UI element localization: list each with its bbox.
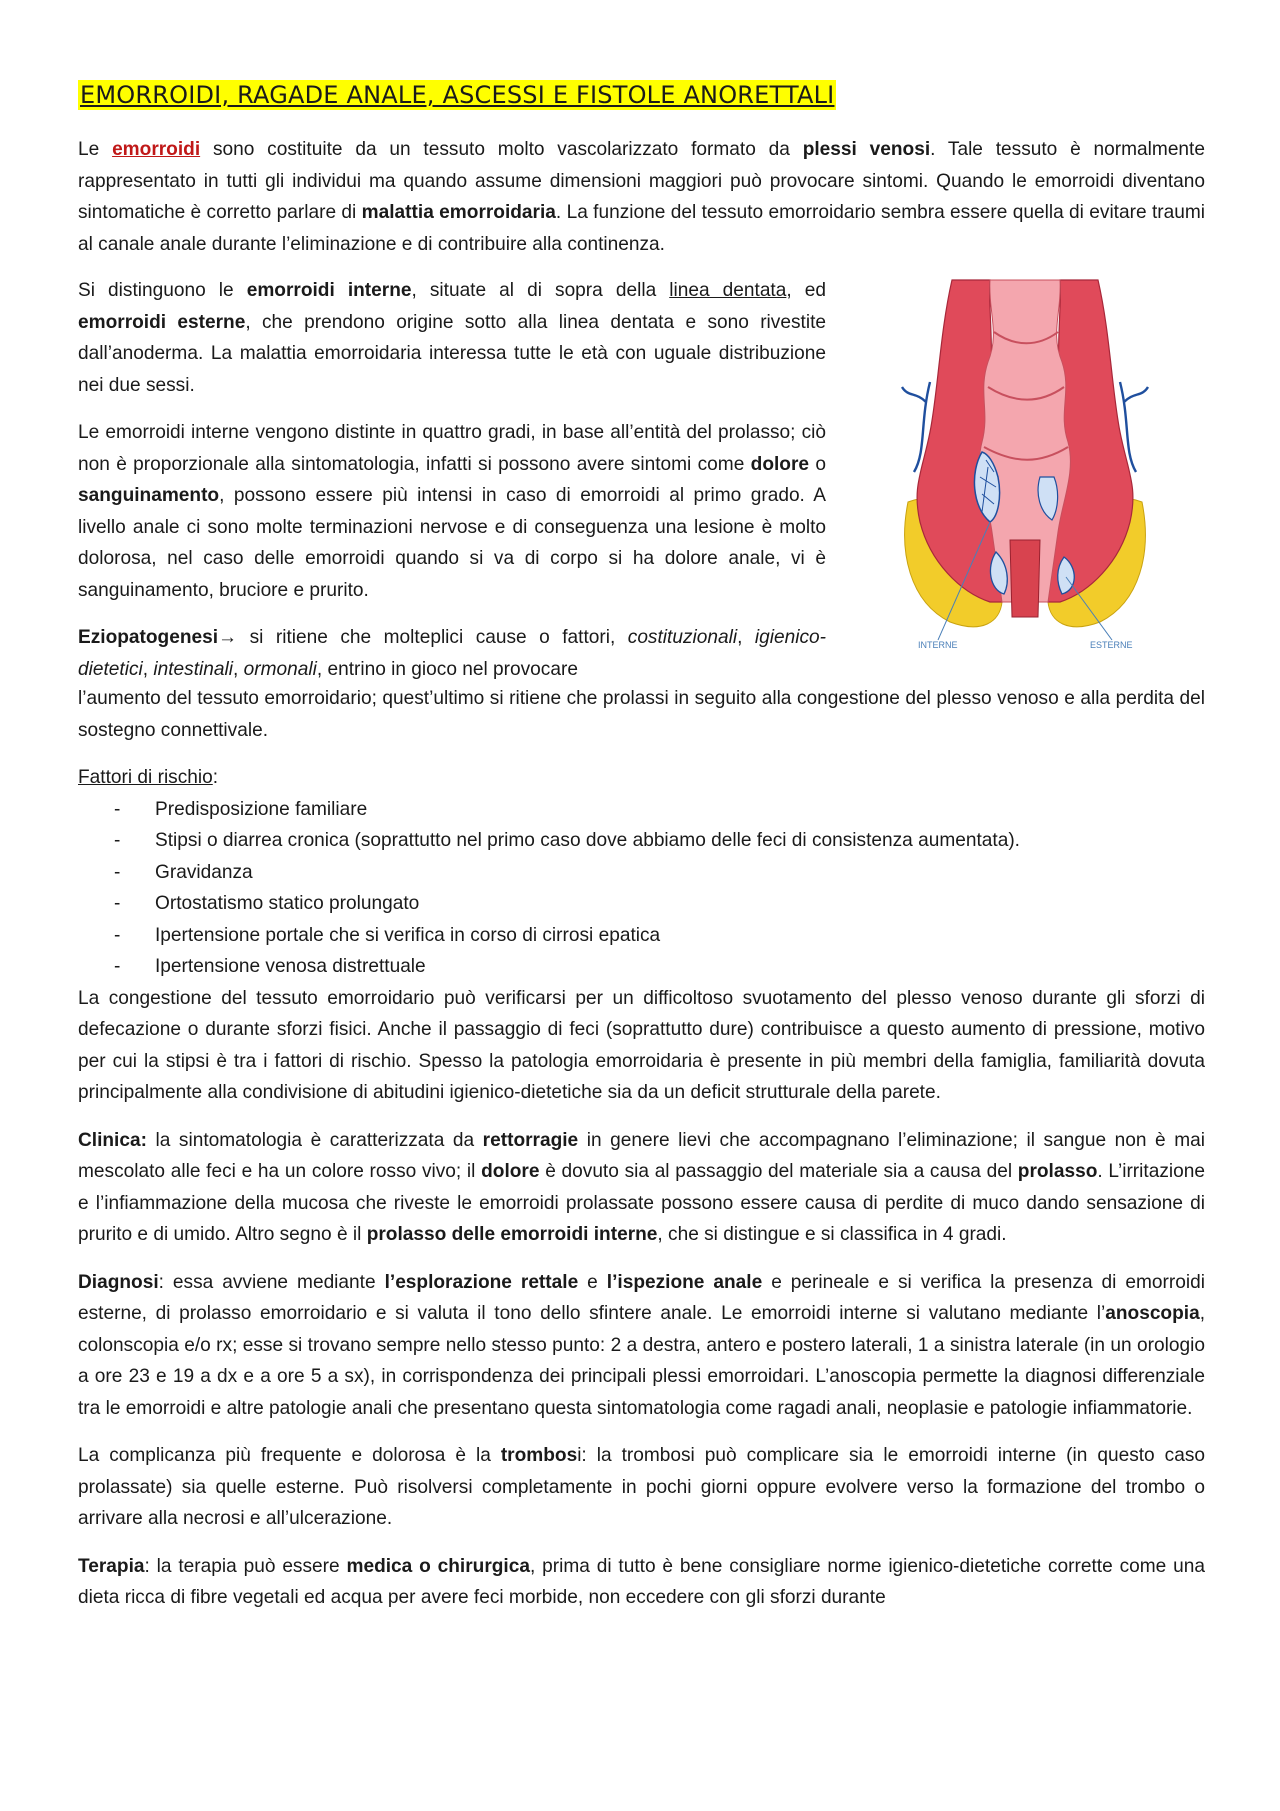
text: la sintomatologia è caratterizzata da bbox=[146, 1129, 483, 1151]
term-anoscopia: anoscopia bbox=[1105, 1303, 1200, 1324]
text: e bbox=[578, 1271, 607, 1293]
list-item bbox=[78, 857, 1205, 889]
diagnosi-paragraph bbox=[78, 1267, 1205, 1425]
risk-heading-text: Fattori di rischio bbox=[78, 767, 213, 788]
term-esplorazione-rettale: l’esplorazione rettale bbox=[384, 1271, 579, 1293]
dash: - bbox=[114, 893, 121, 914]
term-rettorragie: rettorragie bbox=[482, 1129, 579, 1151]
arrow-icon: → bbox=[218, 627, 238, 648]
text: , bbox=[232, 658, 244, 680]
text: , prima di tutto è bene consigliare norme igienico-dietetiche corrette come una dieta ricca di fibre vegetali ed acqua per avere feci morbide, non eccedere con gli sforzi durante bbox=[78, 1555, 1205, 1608]
text: : bbox=[212, 767, 219, 788]
list-item bbox=[78, 920, 1205, 952]
list-item-text: Predisposizione familiare bbox=[155, 798, 368, 820]
text: . L’irritazione e l’infiammazione della mucosa che riveste le emorroidi prolassate possono essere causa di perdite di muco dando sensazione di prurito e di umido. Altro segno è il bbox=[78, 1161, 1205, 1245]
terapia-label: Terapia bbox=[78, 1555, 145, 1577]
text: , entrino in gioco nel provocare bbox=[316, 658, 578, 680]
narrow-column bbox=[78, 275, 826, 685]
diagnosi-label: Diagnosi bbox=[78, 1271, 159, 1293]
text: : la terapia può essere bbox=[144, 1555, 347, 1577]
distinction-paragraph bbox=[78, 275, 826, 401]
text: . Tale tessuto è normalmente rappresentato in tutti gli individui ma quando assume dimensioni maggiori può provocare sintomi. Quando le emorroidi diventano sintomatiche è corretto parlare di bbox=[78, 139, 1205, 223]
label-interne: INTERNE bbox=[918, 640, 958, 650]
text: i: la trombosi può complicare sia le emorroidi interne (in questo caso prolassate) sia quelle esterne. Può risolversi completamente in pochi giorni oppure evolvere verso la formazione del trombo o arrivare alla necrosi e all’ulcerazione. bbox=[78, 1445, 1206, 1529]
list-item bbox=[78, 825, 1205, 857]
risk-paragraph: La congestione del tessuto emorroidario può verificarsi per un difficoltoso svuotamento del plesso venoso durante gli sforzi di defecazione o durante sforzi fisici. Anche il passaggio di feci (soprattutto dure) contribuisce a questo aumento di pressione, motivo per cui la stipsi è tra i fattori di rischio. Spesso la patologia emorroidaria è presente in più membri della famiglia, familiarità dovuta principalmente alla condivisione di abitudini igienico-dietetiche sia da un deficit strutturale della parete. bbox=[78, 987, 1205, 1103]
dash: - bbox=[114, 924, 121, 946]
text: è dovuto sia al passaggio del materiale sia a causa del bbox=[539, 1161, 1018, 1182]
etio-paragraph bbox=[78, 622, 826, 685]
main-column bbox=[78, 683, 1205, 1630]
term-prolasso: prolasso bbox=[1017, 1161, 1098, 1182]
term-malattia-emorroidaria: malattia emorroidaria bbox=[361, 202, 556, 223]
term-ispezione-anale: l’ispezione anale bbox=[606, 1271, 763, 1293]
term-sanguinamento: sanguinamento bbox=[78, 485, 220, 506]
text: , colonscopia e/o rx; esse si trovano sempre nello stesso punto: 2 a destra, antero e postero laterali, 1 a sinistra laterale (in un orologio a ore 23 e 19 a dx e a ore 5 a sx), in corrispondenza dei principali plessi emorroidari. L’anoscopia permette la diagnosi differenziale tra le emorroidi e altre patologie anali che presentano questa sintomatologia come ragadi anali, neoplasie e patologie infiammatorie. bbox=[78, 1303, 1205, 1419]
text: . La funzione del tessuto emorroidario sembra essere quella di evitare traumi al canale anale durante l’eliminazione e di contribuire alla continenza. bbox=[78, 202, 1205, 255]
text: , bbox=[737, 627, 755, 648]
dash: - bbox=[114, 956, 121, 977]
text: e perineale e si verifica la presenza di emorroidi esterne, di prolasso emorroidario e si valuta il tono dello sfintere anale. Le emorroidi interne si valutano mediante l’ bbox=[78, 1271, 1205, 1324]
risk-list bbox=[78, 794, 1205, 983]
intro-section bbox=[78, 134, 1205, 276]
term-plessi-venosi: plessi venosi bbox=[802, 139, 931, 160]
text: o bbox=[809, 453, 826, 475]
list-item-text: Ipertensione portale che si verifica in corso di cirrosi epatica bbox=[155, 924, 661, 946]
text: , ed bbox=[786, 280, 826, 301]
hemorrhoids-illustration bbox=[890, 272, 1160, 650]
complicanza-paragraph bbox=[78, 1440, 1205, 1535]
text: : essa avviene mediante bbox=[158, 1271, 385, 1293]
term-intestinali: intestinali bbox=[153, 658, 233, 680]
term-ormonali: ormonali bbox=[243, 658, 317, 680]
text: sono costituite da un tessuto molto vascolarizzato formato da bbox=[200, 139, 803, 160]
dash: - bbox=[114, 830, 121, 851]
text: Le emorroidi interne vengono distinte in quattro gradi, in base all’entità del prolasso; ciò non è proporzionale alla sintomatologia, infatti si possono avere sintomi come bbox=[78, 422, 826, 475]
page-title: EMORROIDI, RAGADE ANALE, ASCESSI E FISTOLE ANORETTALI bbox=[80, 81, 835, 109]
list-item bbox=[78, 951, 1205, 983]
clinica-paragraph bbox=[78, 1125, 1205, 1251]
text: Si distinguono le bbox=[78, 280, 247, 301]
term-emorroidi-esterne: emorroidi esterne bbox=[78, 311, 246, 333]
term-dolore: dolore bbox=[481, 1161, 540, 1182]
grades-paragraph bbox=[78, 417, 826, 606]
dash: - bbox=[114, 798, 121, 820]
anatomy-svg bbox=[890, 272, 1160, 650]
text: , bbox=[142, 658, 154, 680]
term-emorroidi-interne: emorroidi interne bbox=[246, 280, 412, 301]
etio-continuation: l’aumento del tessuto emorroidario; quest’ultimo si ritiene che prolassi in seguito alla congestione del plesso venoso e alla perdita del sostegno connettivale. bbox=[78, 688, 1205, 741]
term-prolasso-emorroidi-interne: prolasso delle emorroidi interne bbox=[366, 1224, 658, 1245]
list-item-text: Gravidanza bbox=[155, 861, 253, 883]
list-item-text: Ipertensione venosa distrettuale bbox=[155, 956, 426, 977]
label-esterne: ESTERNE bbox=[1090, 640, 1133, 650]
list-item bbox=[78, 888, 1205, 920]
clinica-label: Clinica: bbox=[78, 1129, 147, 1151]
term-igienico-dietetici: igienico-dietetici bbox=[78, 627, 826, 680]
text: , che prendono origine sotto alla linea dentata e sono rivestite dall’anoderma. La malattia emorroidaria interessa tutte le età con uguale distribuzione nei due sessi. bbox=[78, 311, 826, 396]
term-dolore: dolore bbox=[750, 453, 810, 475]
list-item-text: Ortostatismo statico prolungato bbox=[155, 893, 420, 914]
term-emorroidi: emorroidi bbox=[112, 139, 201, 160]
text: Le bbox=[78, 139, 113, 160]
list-item bbox=[78, 794, 1205, 826]
text: in genere lievi che accompagnano l’eliminazione; il sangue non è mai mescolato alle feci e ha un colore rosso vivo; il bbox=[78, 1129, 1205, 1182]
text: , situate al di sopra della bbox=[411, 280, 670, 301]
text: , possono essere più intensi in caso di emorroidi al primo grado. A livello anale ci sono molte terminazioni nervose e di conseguenza una lesione è molto dolorosa, nel caso delle emorroidi quando si va di corpo si ha dolore anale, vi è sanguinamento, bruciore e prurito. bbox=[78, 485, 826, 601]
dash: - bbox=[114, 861, 121, 883]
intro-paragraph bbox=[78, 134, 1205, 260]
risk-heading bbox=[78, 762, 1205, 794]
text: , che si distingue e si classifica in 4 gradi. bbox=[657, 1224, 1007, 1245]
list-item-text: Stipsi o diarrea cronica (soprattutto nel primo caso dove abbiamo delle feci di consistenza aumentata). bbox=[155, 830, 1020, 851]
text: si ritiene che molteplici cause o fattori, bbox=[237, 627, 628, 648]
term-costituzionali: costituzionali bbox=[627, 627, 738, 648]
term-linea-dentata: linea dentata bbox=[669, 280, 787, 301]
terapia-paragraph bbox=[78, 1551, 1205, 1614]
term-medica-chirurgica: medica o chirurgica bbox=[346, 1555, 530, 1577]
term-trombosi: trombos bbox=[500, 1445, 578, 1466]
text: La complicanza più frequente e dolorosa è la bbox=[78, 1445, 501, 1466]
etio-label: Eziopatogenesi bbox=[78, 627, 219, 648]
anal-canal bbox=[1010, 540, 1040, 617]
